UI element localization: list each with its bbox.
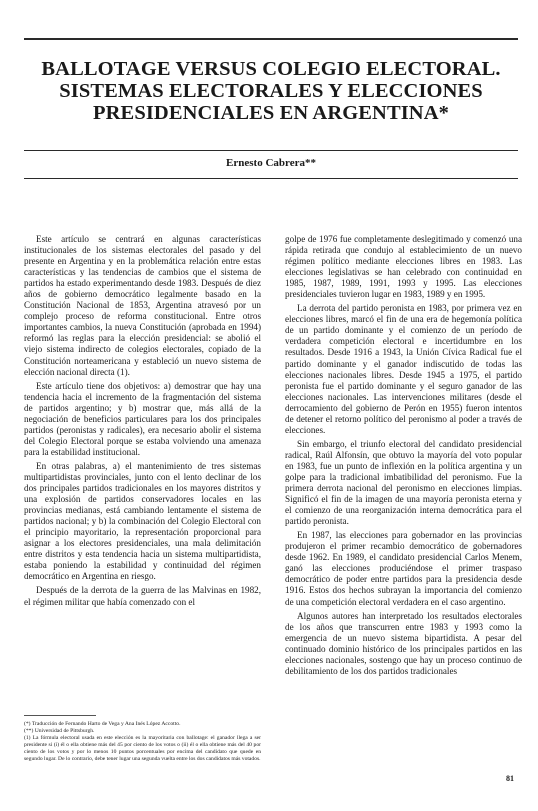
- title-line: PRESIDENCIALES EN ARGENTINA*: [93, 102, 449, 124]
- title-line: BALLOTAGE VERSUS COLEGIO ELECTORAL.: [41, 58, 501, 80]
- paragraph: La derrota del partido peronista en 1983, por primera vez en elecciones libres, marcó el fin de una era de hegemonía política de un partido dominante y el comienzo de un período de verdadera competición electoral e incertidumbre en los resultados. Desde 1916 a 1943, la Unión Cívica Radical fue el partido dominante y el ganador indiscutido de todas las elecciones nacionales libres. Desde 1945 a 1975, el partido peronista fue el partido dominante y el seguro ganador de las elecciones nacionales. Las intervenciones militares (desde el derrocamiento del gobierno de Perón en 1955) fueron intentos de detener el retorno político del peronismo al poder a través de elecciones.: [285, 303, 522, 435]
- paragraph: Sin embargo, el triunfo electoral del candidato presidencial radical, Raúl Alfonsín, que obtuvo la mayoría del voto popular en 1983, fue un punto de inflexión en la política argentina y un golpe para la tradicional imbatibilidad del peronismo. Fue la primera derrota nacional del peronismo en elecciones limpias. Significó el fin de la imagen de una mayoría peronista eterna y el comienzo de una reorganización interna democrática para el partido peronista.: [285, 438, 522, 527]
- title-line: SISTEMAS ELECTORALES Y ELECCIONES: [59, 80, 483, 102]
- author-name: Ernesto Cabrera**: [226, 157, 316, 169]
- paragraph: golpe de 1976 fue completamente deslegitimado y comenzó una rápida retirada que condujo al establecimiento de un nuevo régimen político mediante elecciones libres en 1983. Las elecciones legislativas se han celebrado con continuidad en 1985, 1987, 1989, 1991, 1993 y 1995. Las elecciones presidenciales tuvieron lugar en 1983, 1989 y en 1995.: [285, 234, 522, 300]
- author-rule: [24, 178, 518, 179]
- title-rule: [24, 150, 518, 151]
- footnote-rule: [24, 715, 96, 716]
- paragraph: En otras palabras, a) el mantenimiento de tres sistemas multipartidistas provinciales, junto con el lento declinar de los dos principales partidos tradicionales en los mayores distritos y una explosión de partidos conservadores locales en las provincias medianas, está cambiando lentamente el sistema de partidos nacional; y b) la combinación del Colegio Electoral con el principio mayoritario, la representación proporcional para asignar a los electores presidenciales, una mala delimitación entre distritos y esta tendencia hacia un sistema multipartidista, estaba poniendo la estabilidad y continuidad del régimen democrático en Argentina en riesgo.: [24, 460, 261, 582]
- footnotes: [24, 721, 261, 762]
- paragraph: Algunos autores han interpretado los resultados electorales de los años que transcurren entre 1983 y 1993 como la emergencia de un nuevo sistema bipartidista. A pesar del continuado dominio histórico de los principales partidos en las elecciones nacionales, sostengo que hay un proceso continuo de debilitamiento de los dos partidos tradicionales: [285, 610, 522, 676]
- paragraph: Después de la derrota de la guerra de las Malvinas en 1982, el régimen militar que había comenzado con el: [24, 585, 261, 607]
- footnote: (1) La fórmula electoral usada en este elección es la mayoritaria con ballotage: el ganador llega a ser presidente si (i) él o ella obtiene más del 45 por ciento de los votos o (ii) él o ella obtiene más del 40 por ciento de los votos y por lo menos 10 puntos porcentuales por encima del candidato que quede en segundo lugar. De lo contrario, debe tener lugar una segunda vuelta entre los dos candidatos más votados.: [24, 734, 261, 762]
- top-rule: [24, 38, 518, 40]
- article-title: [24, 58, 518, 124]
- left-column: [24, 234, 261, 611]
- paragraph: Este artículo se centrará en algunas características institucionales de los sistemas electorales del pasado y del presente en Argentina y en la problemática relación entre estas características y las tendencias de cambios que el sistema de partidos ha estado experimentando desde 1983. Después de diez años de gobierno democrático legalmente basado en la Constitución Nacional de 1853, Argentina atravesó por un complejo proceso de reforma constitucional. Entre otros importantes cambios, la nueva Constitución (aprobada en 1994) reformó las reglas para la elección presidencial: se abolió el viejo sistema indirecto de colegios electorales, copiado de la Constitución norteamericana y estableció un nuevo sistema de elección nacional directa (1).: [24, 234, 261, 377]
- paragraph: Este artículo tiene dos objetivos: a) demostrar que hay una tendencia hacia el incremento de la fragmentación del sistema de partidos argentino; y b) mostrar que, más allá de la negociación de beneficios particulares para los dos principales partidos (peronistas y radicales), era necesario abolir el sistema del Colegio Electoral porque se estaba volviendo una amenaza para la estabilidad institucional.: [24, 380, 261, 457]
- page-number: 81: [506, 774, 514, 783]
- footnote: (*) Traducción de Fernando Harto de Vega y Ana Inés López Accotto.: [24, 721, 181, 727]
- footnote: (**) Universidad de Pittsburgh.: [24, 727, 95, 734]
- paragraph: En 1987, las elecciones para gobernador en las provincias produjeron el primer recambio democrático de gobernadores desde 1962. En 1989, el candidato presidencial Carlos Menem, ganó las elecciones produciéndose el primer traspaso democrático de poder entre partidos para la presidencia desde 1916. Estos dos hechos subrayan la importancia del comienzo de una competición electoral verdadera en el caso argentino.: [285, 530, 522, 607]
- right-column: [285, 234, 522, 680]
